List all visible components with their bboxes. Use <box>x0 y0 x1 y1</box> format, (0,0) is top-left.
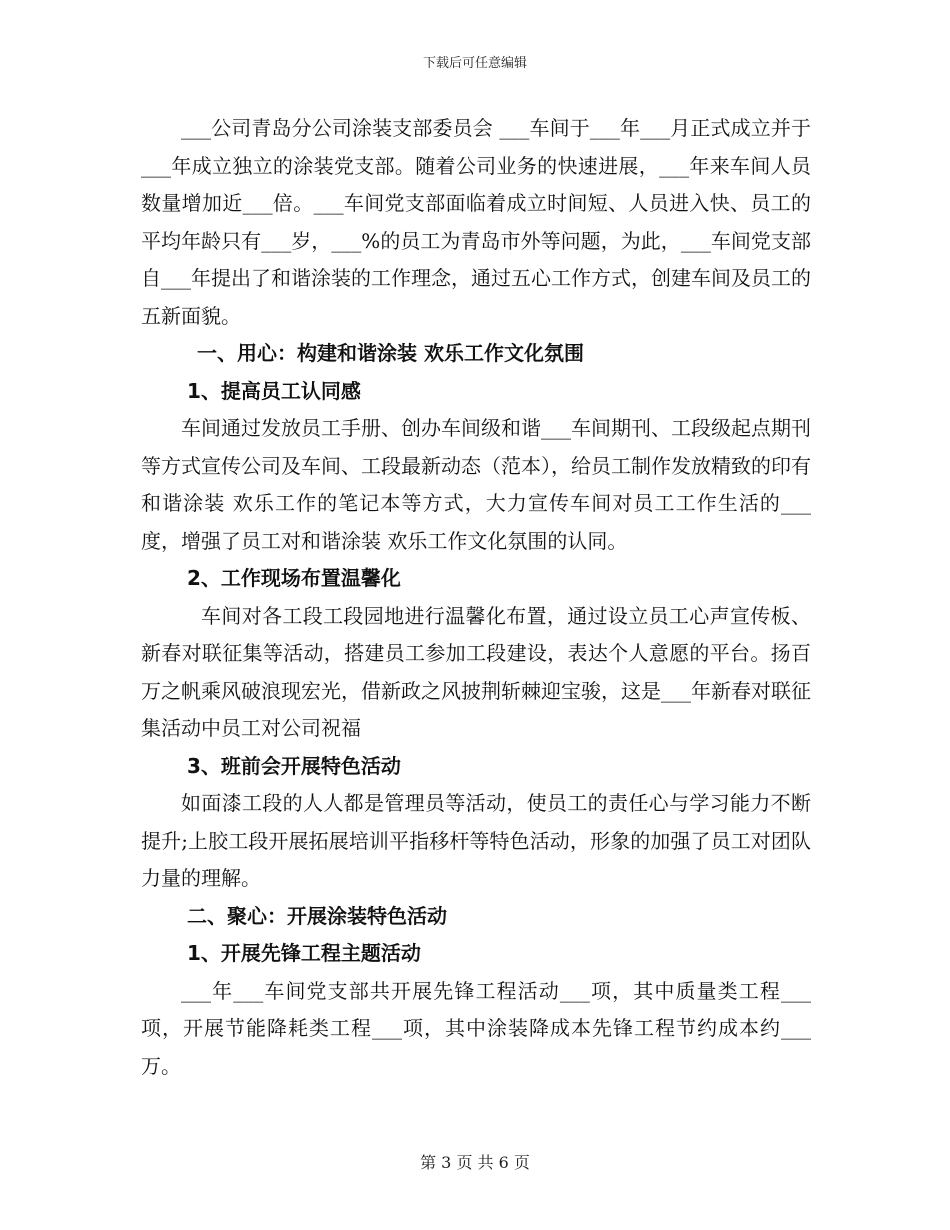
subsection-heading-1-2: 2、工作现场布置温馨化 <box>187 566 401 590</box>
section-heading-2: 二、聚心：开展涂装特色活动 <box>187 903 447 928</box>
subsection-heading-1-3: 3、班前会开展特色活动 <box>187 753 401 778</box>
section-heading-1: 一、用心：构建和谐涂装 欢乐工作文化氛围 <box>197 341 584 365</box>
intro-paragraph: ___公司青岛分公司涂装支部委员会 ___车间于___年___月正式成立并于___年成立独立的涂装党支部。随着公司业务的快速进展，___年来车间人员数量增加近___倍。___车间党支部面临着成立时间短、人员进入快、员工的平均年龄只有___岁，___%的员工为青岛市外等问题，为此，___车间党支部自___年提出了和谐涂装的工作理念，通过五心工作方式，创建车间及员工的五新面貌。 <box>141 116 811 328</box>
paragraph-1-2: 车间对各工段工段园地进行温馨化布置，通过设立员工心声宣传板、新春对联征集等活动，搭建员工参加工段建设，表达个人意愿的平台。扬百万之帆乘风破浪现宏光，借新政之风披荆斩棘迎宝骏，这是___年新春对联征集活动中员工对公司祝福 <box>141 603 811 740</box>
subsection-heading-1-1: 1、提高员工认同感 <box>187 378 361 403</box>
subsection-heading-2-1: 1、开展先锋工程主题活动 <box>187 941 421 965</box>
paragraph-2-1: ___年___车间党支部共开展先锋工程活动___项，其中质量类工程___项，开展节能降耗类工程___项，其中涂装降成本先锋工程节约成本约___万。 <box>141 978 811 1078</box>
document-body <box>141 110 811 1085</box>
paragraph-1-1: 车间通过发放员工手册、创办车间级和谐___车间期刊、工段级起点期刊等方式宣传公司及车间、工段最新动态（范本），给员工制作发放精致的印有和谐涂装 欢乐工作的笔记本等方式，大力宣传车间对员工工作生活的___度，增强了员工对和谐涂装 欢乐工作文化氛围的认同。 <box>141 416 811 553</box>
page-footer: 第 3 页 共 6 页 <box>420 1153 530 1172</box>
page-header: 下载后可任意编辑 <box>422 56 527 71</box>
paragraph-1-3: 如面漆工段的人人都是管理员等活动，使员工的责任心与学习能力不断提升;上胶工段开展拓展培训平指移杆等特色活动，形象的加强了员工对团队力量的理解。 <box>141 791 811 890</box>
